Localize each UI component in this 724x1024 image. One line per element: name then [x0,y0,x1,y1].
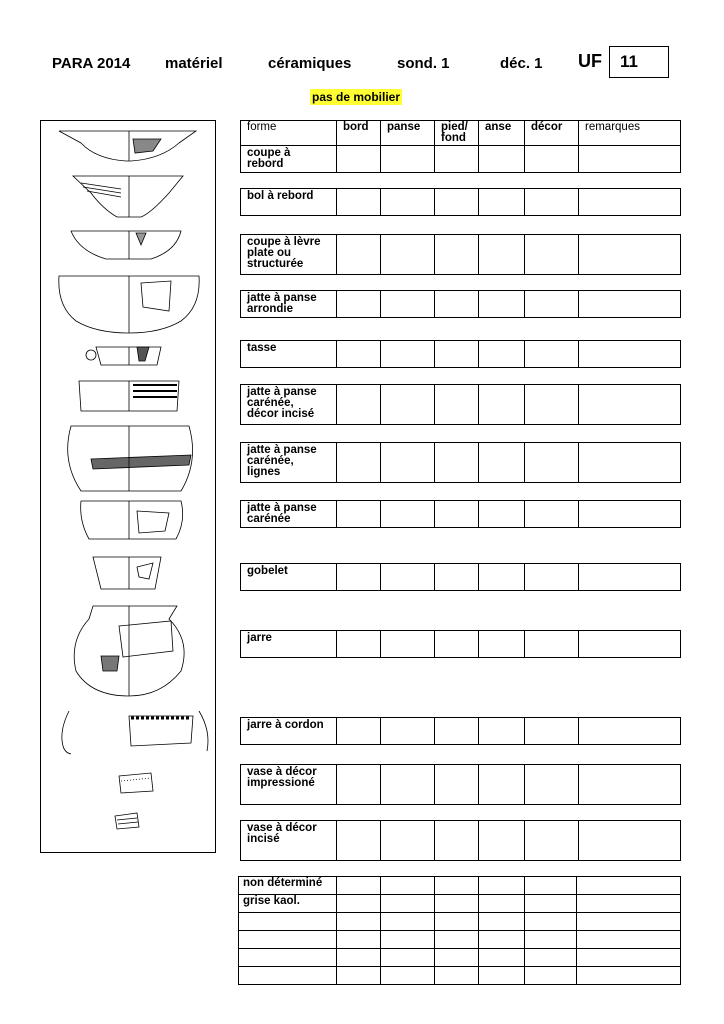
form-label: vase à décor incisé [241,821,337,861]
category-label: céramiques [268,55,352,72]
drawing-gobelet [93,557,161,589]
entry-cell[interactable] [337,631,381,658]
drawing-coupe-a-levre [71,231,181,259]
summary-cell[interactable] [525,931,577,949]
summary-cell[interactable] [525,967,577,985]
summary-cell[interactable] [435,895,479,913]
drawing-bol-a-rebord [73,176,183,217]
column-header: pied/ fond [435,121,479,146]
entry-cell[interactable] [435,765,479,805]
summary-cell[interactable] [525,913,577,931]
form-label: tasse [241,341,337,368]
entry-cell[interactable] [479,235,525,275]
form-label: bol à rebord [241,189,337,216]
summary-cell[interactable] [381,949,435,967]
drawing-vase-decor-incise [115,813,139,829]
entry-cell[interactable] [381,631,435,658]
site-label: PARA 2014 [52,55,131,72]
entry-cell[interactable] [579,235,681,275]
form-label: jarre à cordon [241,718,337,745]
summary-cell[interactable] [577,967,681,985]
summary-cell[interactable] [525,895,577,913]
summary-cell[interactable] [337,931,381,949]
entry-cell[interactable] [579,385,681,425]
drawing-coupe-a-rebord [59,131,196,161]
form-label: jatte à panse carénée [241,501,337,528]
form-label: coupe à rebord [241,146,337,173]
entry-cell[interactable] [525,765,579,805]
summary-cell[interactable] [381,967,435,985]
drawing-jatte-panse-arrondie [59,276,199,333]
entry-cell[interactable] [337,146,381,173]
entry-cell[interactable] [479,765,525,805]
entry-cell[interactable] [381,443,435,483]
summary-cell[interactable] [577,877,681,895]
drawing-jatte-carenee-decor-incise [79,381,179,411]
summary-cell[interactable] [337,949,381,967]
summary-cell[interactable] [337,877,381,895]
drawing-jatte-carenee [81,501,183,539]
uf-value: 11 [620,52,638,71]
summary-cell[interactable] [479,877,525,895]
entry-cell[interactable] [435,443,479,483]
summary-cell[interactable] [479,967,525,985]
entry-cell[interactable] [381,235,435,275]
table-row [241,501,681,528]
entry-cell[interactable] [435,146,479,173]
entry-cell[interactable] [435,718,479,745]
summary-label [239,967,337,985]
entry-cell[interactable] [337,821,381,861]
entry-cell[interactable] [381,341,435,368]
form-table [240,442,681,483]
entry-cell[interactable] [525,564,579,591]
entry-cell[interactable] [479,718,525,745]
summary-cell[interactable] [525,949,577,967]
summary-cell[interactable] [479,913,525,931]
entry-cell[interactable] [381,564,435,591]
table-row [241,631,681,658]
entry-cell[interactable] [579,765,681,805]
entry-cell[interactable] [579,443,681,483]
decapage-label: déc. 1 [500,55,543,72]
entry-cell[interactable] [435,235,479,275]
entry-cell[interactable] [435,501,479,528]
summary-cell[interactable] [435,931,479,949]
entry-cell[interactable] [381,765,435,805]
entry-cell[interactable] [479,146,525,173]
entry-cell[interactable] [579,341,681,368]
table-row [241,189,681,216]
table-row [241,765,681,805]
bottom-table [238,876,681,985]
summary-cell[interactable] [381,931,435,949]
entry-cell[interactable] [525,385,579,425]
form-table [240,384,681,425]
drawing-jatte-carenee-lignes [68,426,193,491]
table-row [241,564,681,591]
entry-cell[interactable] [479,443,525,483]
entry-cell[interactable] [525,235,579,275]
table-row [241,235,681,275]
entry-cell[interactable] [479,631,525,658]
summary-row [239,895,681,913]
summary-cell[interactable] [337,895,381,913]
entry-cell[interactable] [479,385,525,425]
entry-cell[interactable] [337,385,381,425]
uf-label: UF [578,51,602,71]
entry-cell[interactable] [435,385,479,425]
form-table [240,717,681,745]
entry-cell[interactable] [435,821,479,861]
entry-cell[interactable] [525,718,579,745]
summary-cell[interactable] [577,931,681,949]
table-row [241,385,681,425]
pottery-drawings [41,121,217,854]
entry-cell[interactable] [381,146,435,173]
entry-cell[interactable] [579,718,681,745]
entry-cell[interactable] [337,443,381,483]
column-header: anse [479,121,525,146]
material-label: matériel [165,55,223,72]
entry-cell[interactable] [381,291,435,318]
entry-cell[interactable] [381,718,435,745]
entry-cell[interactable] [525,443,579,483]
summary-label: grise kaol. [239,895,337,913]
entry-cell[interactable] [381,501,435,528]
summary-cell[interactable] [577,949,681,967]
drawing-vase-decor-impressione [119,773,153,793]
summary-cell[interactable] [435,877,479,895]
summary-cell[interactable] [479,949,525,967]
form-table [240,188,681,216]
summary-row [239,949,681,967]
summary-cell[interactable] [435,913,479,931]
column-header: décor [525,121,579,146]
form-table [240,563,681,591]
entry-cell[interactable] [525,821,579,861]
entry-cell[interactable] [381,385,435,425]
entry-cell[interactable] [337,291,381,318]
summary-cell[interactable] [337,913,381,931]
table-row [241,146,681,173]
column-header: panse [381,121,435,146]
form-table [240,120,681,173]
summary-cell[interactable] [479,931,525,949]
table-row [241,718,681,745]
entry-cell[interactable] [479,564,525,591]
entry-cell[interactable] [525,146,579,173]
entry-cell[interactable] [579,291,681,318]
entry-cell[interactable] [479,291,525,318]
entry-cell[interactable] [337,235,381,275]
form-table [240,290,681,318]
entry-cell[interactable] [337,189,381,216]
summary-cell[interactable] [479,895,525,913]
summary-row [239,931,681,949]
table-row [241,341,681,368]
summary-row [239,967,681,985]
summary-label [239,949,337,967]
summary-label: non déterminé [239,877,337,895]
summary-cell[interactable] [577,895,681,913]
entry-cell[interactable] [525,341,579,368]
summary-cell[interactable] [435,967,479,985]
summary-label [239,913,337,931]
column-header: forme [241,121,337,146]
summary-cell[interactable] [577,913,681,931]
summary-cell[interactable] [337,967,381,985]
pottery-drawings-panel [40,120,216,853]
entry-cell[interactable] [479,189,525,216]
entry-cell[interactable] [579,146,681,173]
entry-cell[interactable] [525,189,579,216]
summary-cell[interactable] [525,877,577,895]
entry-cell[interactable] [337,564,381,591]
form-table [240,764,681,805]
entry-cell[interactable] [525,631,579,658]
entry-cell[interactable] [579,631,681,658]
column-header: bord [337,121,381,146]
entry-cell[interactable] [579,821,681,861]
table-row [241,443,681,483]
no-material-note: pas de mobilier [312,90,401,104]
entry-cell[interactable] [525,291,579,318]
drawing-jarre-a-cordon [62,711,208,754]
summary-row [239,913,681,931]
summary-cell[interactable] [435,949,479,967]
form-table [240,234,681,275]
form-table [240,630,681,658]
entry-cell[interactable] [525,501,579,528]
entry-cell[interactable] [435,341,479,368]
uf-box [609,46,669,78]
entry-cell[interactable] [579,564,681,591]
form-table [240,340,681,368]
form-label: jatte à panse carénée, décor incisé [241,385,337,425]
summary-cell[interactable] [381,877,435,895]
entry-cell[interactable] [479,821,525,861]
table-row [241,291,681,318]
entry-cell[interactable] [381,821,435,861]
summary-row [239,877,681,895]
form-table [240,820,681,861]
form-label: vase à décor impressioné [241,765,337,805]
entry-cell[interactable] [337,765,381,805]
form-table [240,500,681,528]
form-label: coupe à lèvre plate ou structurée [241,235,337,275]
entry-cell[interactable] [435,631,479,658]
drawing-tasse [86,347,161,365]
entry-cell[interactable] [579,501,681,528]
sondage-label: sond. 1 [397,55,450,72]
summary-label [239,931,337,949]
form-label: jatte à panse carénée, lignes [241,443,337,483]
summary-cell[interactable] [381,895,435,913]
entry-cell[interactable] [337,718,381,745]
form-label: jarre [241,631,337,658]
form-label: gobelet [241,564,337,591]
column-header: remarques [579,121,681,146]
table-row [241,121,681,146]
entry-cell[interactable] [381,189,435,216]
table-row [241,821,681,861]
form-label: jatte à panse arrondie [241,291,337,318]
entry-cell[interactable] [435,564,479,591]
entry-cell[interactable] [337,501,381,528]
entry-cell[interactable] [579,189,681,216]
drawing-jarre [74,606,184,696]
entry-cell[interactable] [479,501,525,528]
entry-cell[interactable] [337,341,381,368]
entry-cell[interactable] [435,291,479,318]
entry-cell[interactable] [479,341,525,368]
summary-cell[interactable] [381,913,435,931]
entry-cell[interactable] [435,189,479,216]
